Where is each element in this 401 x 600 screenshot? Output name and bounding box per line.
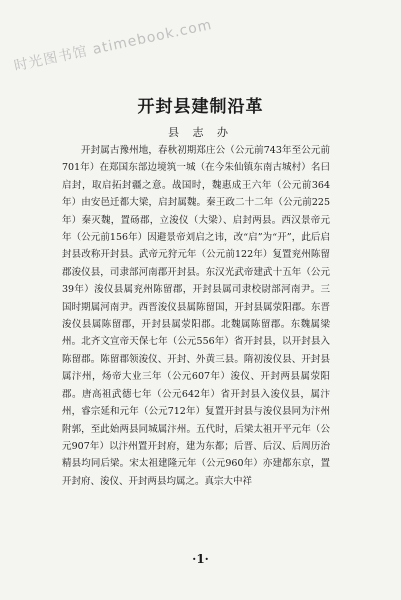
body-text	[62, 142, 330, 490]
author-line: 县 志 办	[168, 126, 233, 139]
page-title: 开封县建制沿革	[137, 97, 264, 117]
page-number: ·1·	[192, 552, 209, 566]
body-paragraph: 开封属古豫州地，春秋初期郑庄公（公元前743年至公元前701年）在郑国东部边境筑一城（在今朱仙镇东南古城村）名曰启封，取启拓封疆之意。战国时，魏惠成王六年（公元前364年）由安邑迁都大梁，启封属魏。秦王政二十二年（公元前225年）秦灭魏，置砀郡，立浚仪（大梁）、启封两县。西汉景帝元年（公元前156年）因避景帝刘启之讳，改“启”为“开”，此后启封县改称开封县。武帝元狩元年（公元前122年）复置兖州陈留郡浚仪县，司隶部河南郡开封县。东汉光武帝建武十五年（公元39年）浚仪县属兖州陈留郡，开封县属司隶校尉部河南尹。三国时期属河南尹。西晋浚仪县属陈留国，开封县属荥阳郡。东晋浚仪县属陈留郡，开封县属荥阳郡。北魏属陈留郡。东魏属梁州。北齐文宣帝天保七年（公元556年）省开封县，以开封县入陈留郡。陈留郡领浚仪、开封、外黄三县。隋初浚仪县、开封县属汴州，炀帝大业三年（公元607年）浚仪、开封两县属荥阳郡。唐高祖武德七年（公元642年）省开封县入浚仪县，属汴州，睿宗延和元年（公元712年）复置开封县与浚仪县同为汴州附郭，至此始两县同城属汴州。五代时，后梁太祖开平元年（公元907年）以汴州置开封府，建为东都；后晋、后汉、后周历治精县均同后梁。宋太祖建隆元年（公元960年）亦建都东京，置开封府、浚仪、开封两县均属之。真宗大中祥	[62, 145, 330, 487]
watermark: 时光图书馆 atimebook.com	[12, 16, 214, 75]
